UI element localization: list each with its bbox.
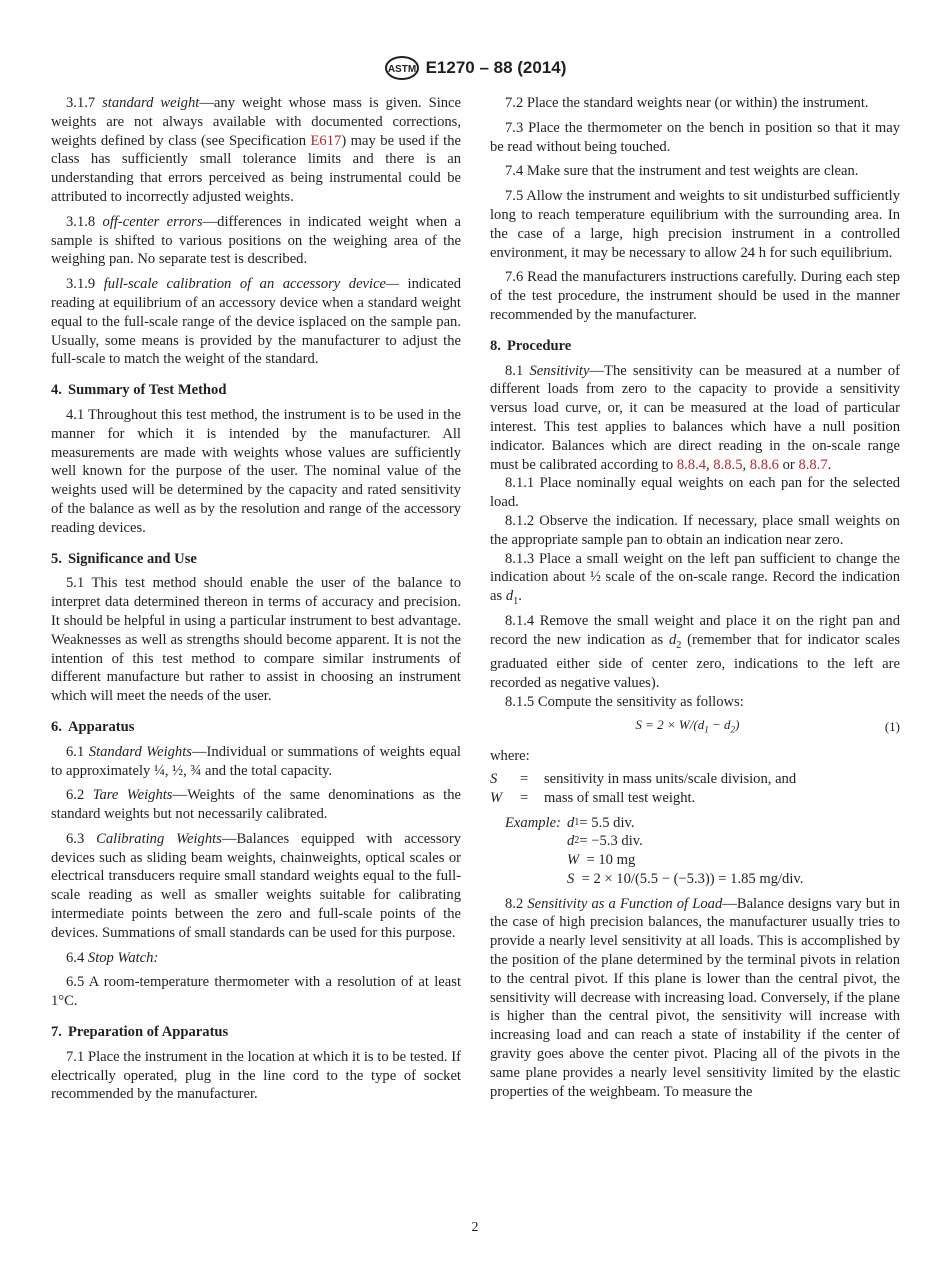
page-header	[0, 55, 950, 81]
equation-1	[490, 716, 900, 739]
link-8-8-7[interactable]: 8.8.7	[798, 456, 828, 473]
heading-apparatus: 6. Apparatus	[51, 718, 135, 735]
section-7-4: 7.4 Make sure that the instrument and test weights are clean.	[505, 163, 859, 180]
where-label: where:	[490, 748, 530, 765]
section-8-1-5: 8.1.5 Compute the sensitivity as follows:	[505, 693, 744, 710]
document-id: E1270 – 88 (2014)	[425, 58, 567, 77]
section-3-1-8: 3.1.8 off-center errors—differences in indicated weight when a sample is shifted to various positions on the weighing area of the weighing pan. No separate test is described.	[51, 213, 461, 268]
link-8-8-6[interactable]: 8.8.6	[749, 456, 779, 473]
section-8-1: 8.1 Sensitivity—The sensitivity can be measured at a number of different loads from zero to the capacity to provide a sensitivity versus load curve, or, it can be measured at the load of particular interest. This test applies to balances which have a null position indicator. Balances which are direct reading in the on-scale range must be calibrated according to 8.8.4, 8.8.5, 8.8.6 or 8.8.7.	[490, 362, 900, 473]
link-e617[interactable]: E617	[310, 132, 342, 149]
page-number: 2	[471, 1220, 479, 1235]
where-row-w: W = mass of small test weight.	[490, 789, 696, 806]
section-6-4: 6.4 Stop Watch:	[66, 949, 159, 966]
section-5-1: 5.1 This test method should enable the user of the balance to interpret data determined thereon in terms of accuracy and precision. It should be helpful in using a particular instrument to best advantage. Weaknesses as well as strengths should become apparent. It is not the intention of this test method to compare similar instruments of different manufacture but rather to assist in choosing an instrument which will meet the needs of the user.	[51, 575, 462, 705]
link-8-8-4[interactable]: 8.8.4	[676, 456, 706, 473]
section-8-1-3: 8.1.3 Place a small weight on the left pan sufficient to change the indication about ½ scale of the on-scale range. Record the indication as $d_1$.	[490, 550, 900, 608]
section-6-5: 6.5 A room-temperature thermometer with a resolution of at least 1°C.	[51, 974, 461, 1010]
section-3-1-7: 3.1.7 standard weight—any weight whose mass is given. Since weights are not always available with documented corrections, weights defined by class (see Specification E617) may be used if the class has sufficiently small tolerance limits and there is an understanding that errors perceived as being instrumental could be attributed to incorrectly adjusted weights.	[51, 95, 462, 205]
equation-number: (1)	[884, 719, 900, 735]
astm-logo-icon	[384, 55, 420, 81]
where-row-s: S = sensitivity in mass units/scale division, and	[490, 770, 797, 787]
left-column	[51, 94, 461, 1110]
section-8-1-1: 8.1.1 Place nominally equal weights on each pan for the selected load.	[490, 475, 901, 511]
section-7-5: 7.5 Allow the instrument and weights to sit undisturbed sufficiently long to reach temperature equilibrium with the surrounding area. In the case of a large, high precision instrument in a controlled environment, it may be necessary to allow 24 h for such equilibrium.	[490, 188, 900, 261]
section-7-6: 7.6 Read the manufacturers instructions carefully. During each step of the test procedure, the instrument should be used in the manner recommended by the manufacturer.	[490, 269, 900, 323]
equation-formula: $S = 2 \times W/(d_1 - d_2)$	[635, 716, 740, 735]
section-8-1-2: 8.1.2 Observe the indication. If necessary, place small weights on the appropriate sample pan to obtain an indication near zero.	[490, 512, 900, 548]
section-7-3: 7.3 Place the thermometer on the bench in position so that it may be read without being touched.	[490, 119, 900, 155]
section-8-1-4: 8.1.4 Remove the small weight and place it on the right pan and record the new indication as $d_2$ (remember that for indicator scales graduated either side of center zero, indications to the left are recorded as negative values).	[490, 612, 901, 692]
section-6-1: 6.1 Standard Weights—Individual or summations of weights equal to approximately ¼, ½, ¾ and the total capacity.	[51, 743, 461, 779]
svg-text:ASTM: ASTM	[387, 64, 416, 75]
section-6-2: 6.2 Tare Weights—Weights of the same denominations as the standard weights but not necessarily calibrated.	[51, 787, 461, 823]
link-8-8-5[interactable]: 8.8.5	[713, 456, 743, 473]
section-6-3: 6.3 Calibrating Weights—Balances equipped with accessory devices such as sliding beam weights, chainweights, optical scales or electrical transducers require small standard weights equal to the full-scale reading as well as smaller weights suitable for calibrating intermediate points between the zero and full-scale points of the devices. Summations of small standards can be used for this purpose.	[51, 830, 461, 941]
section-3-1-9: 3.1.9 full-scale calibration of an accessory device— indicated reading at equilibrium of an accessory device when a standard weight equal to the full-scale range of the device isplaced on the sample pan. Usually, some means is provided by the manufacturer to adjust the full-scale to match the weight of the standard.	[51, 276, 462, 368]
heading-significance: 5. Significance and Use	[51, 550, 197, 567]
right-column	[490, 94, 900, 1107]
heading-summary: 4. Summary of Test Method	[51, 382, 227, 399]
section-8-2: 8.2 Sensitivity as a Function of Load—Balance designs vary but in the case of high precision balances, the manufacturer usually tries to provide a nearly level sensitivity at all loads. This is accomplished by the position of the plane determined by the terminal pivots in relation to the central pivot. If this plane is lower than the central pivot, the sensitivity will decrease with increasing load. Conversely, if the plane is higher than the central pivot, the sensitivity will increase with increasing load and can reach a state of instability if the center of gravity goes above the center pivot. Placing all of the pivots in the same plane provides a nearly level sensitivity limited by the elastic properties of the weighbeam. To measure the	[490, 895, 901, 1100]
section-7-2: 7.2 Place the standard weights near (or within) the instrument.	[505, 95, 869, 111]
heading-preparation: 7. Preparation of Apparatus	[51, 1024, 229, 1041]
example-block: Example: d 1 = 5.5 div. d 2 = −5.3 div. W = 10 mg S = 2 × 10/(5.5 − (−5.3)) = 1.85 mg/div.	[505, 814, 804, 887]
section-7-1: 7.1 Place the instrument in the location at which it is to be tested. If electrically operated, plug in the line cord to the type of socket recommended by the manufacturer.	[51, 1048, 461, 1103]
heading-procedure: 8. Procedure	[490, 337, 572, 354]
section-4-1: 4.1 Throughout this test method, the instrument is to be used in the manner for which it is intended by the manufacturer. All measurements are made with weights whose values are sufficiently well known for the purpose of the user. The nominal value of the weights used will be determined by the capacity and rated sensitivity of the balance as well as by the resolution and range of the accessory reading devices.	[51, 406, 461, 536]
